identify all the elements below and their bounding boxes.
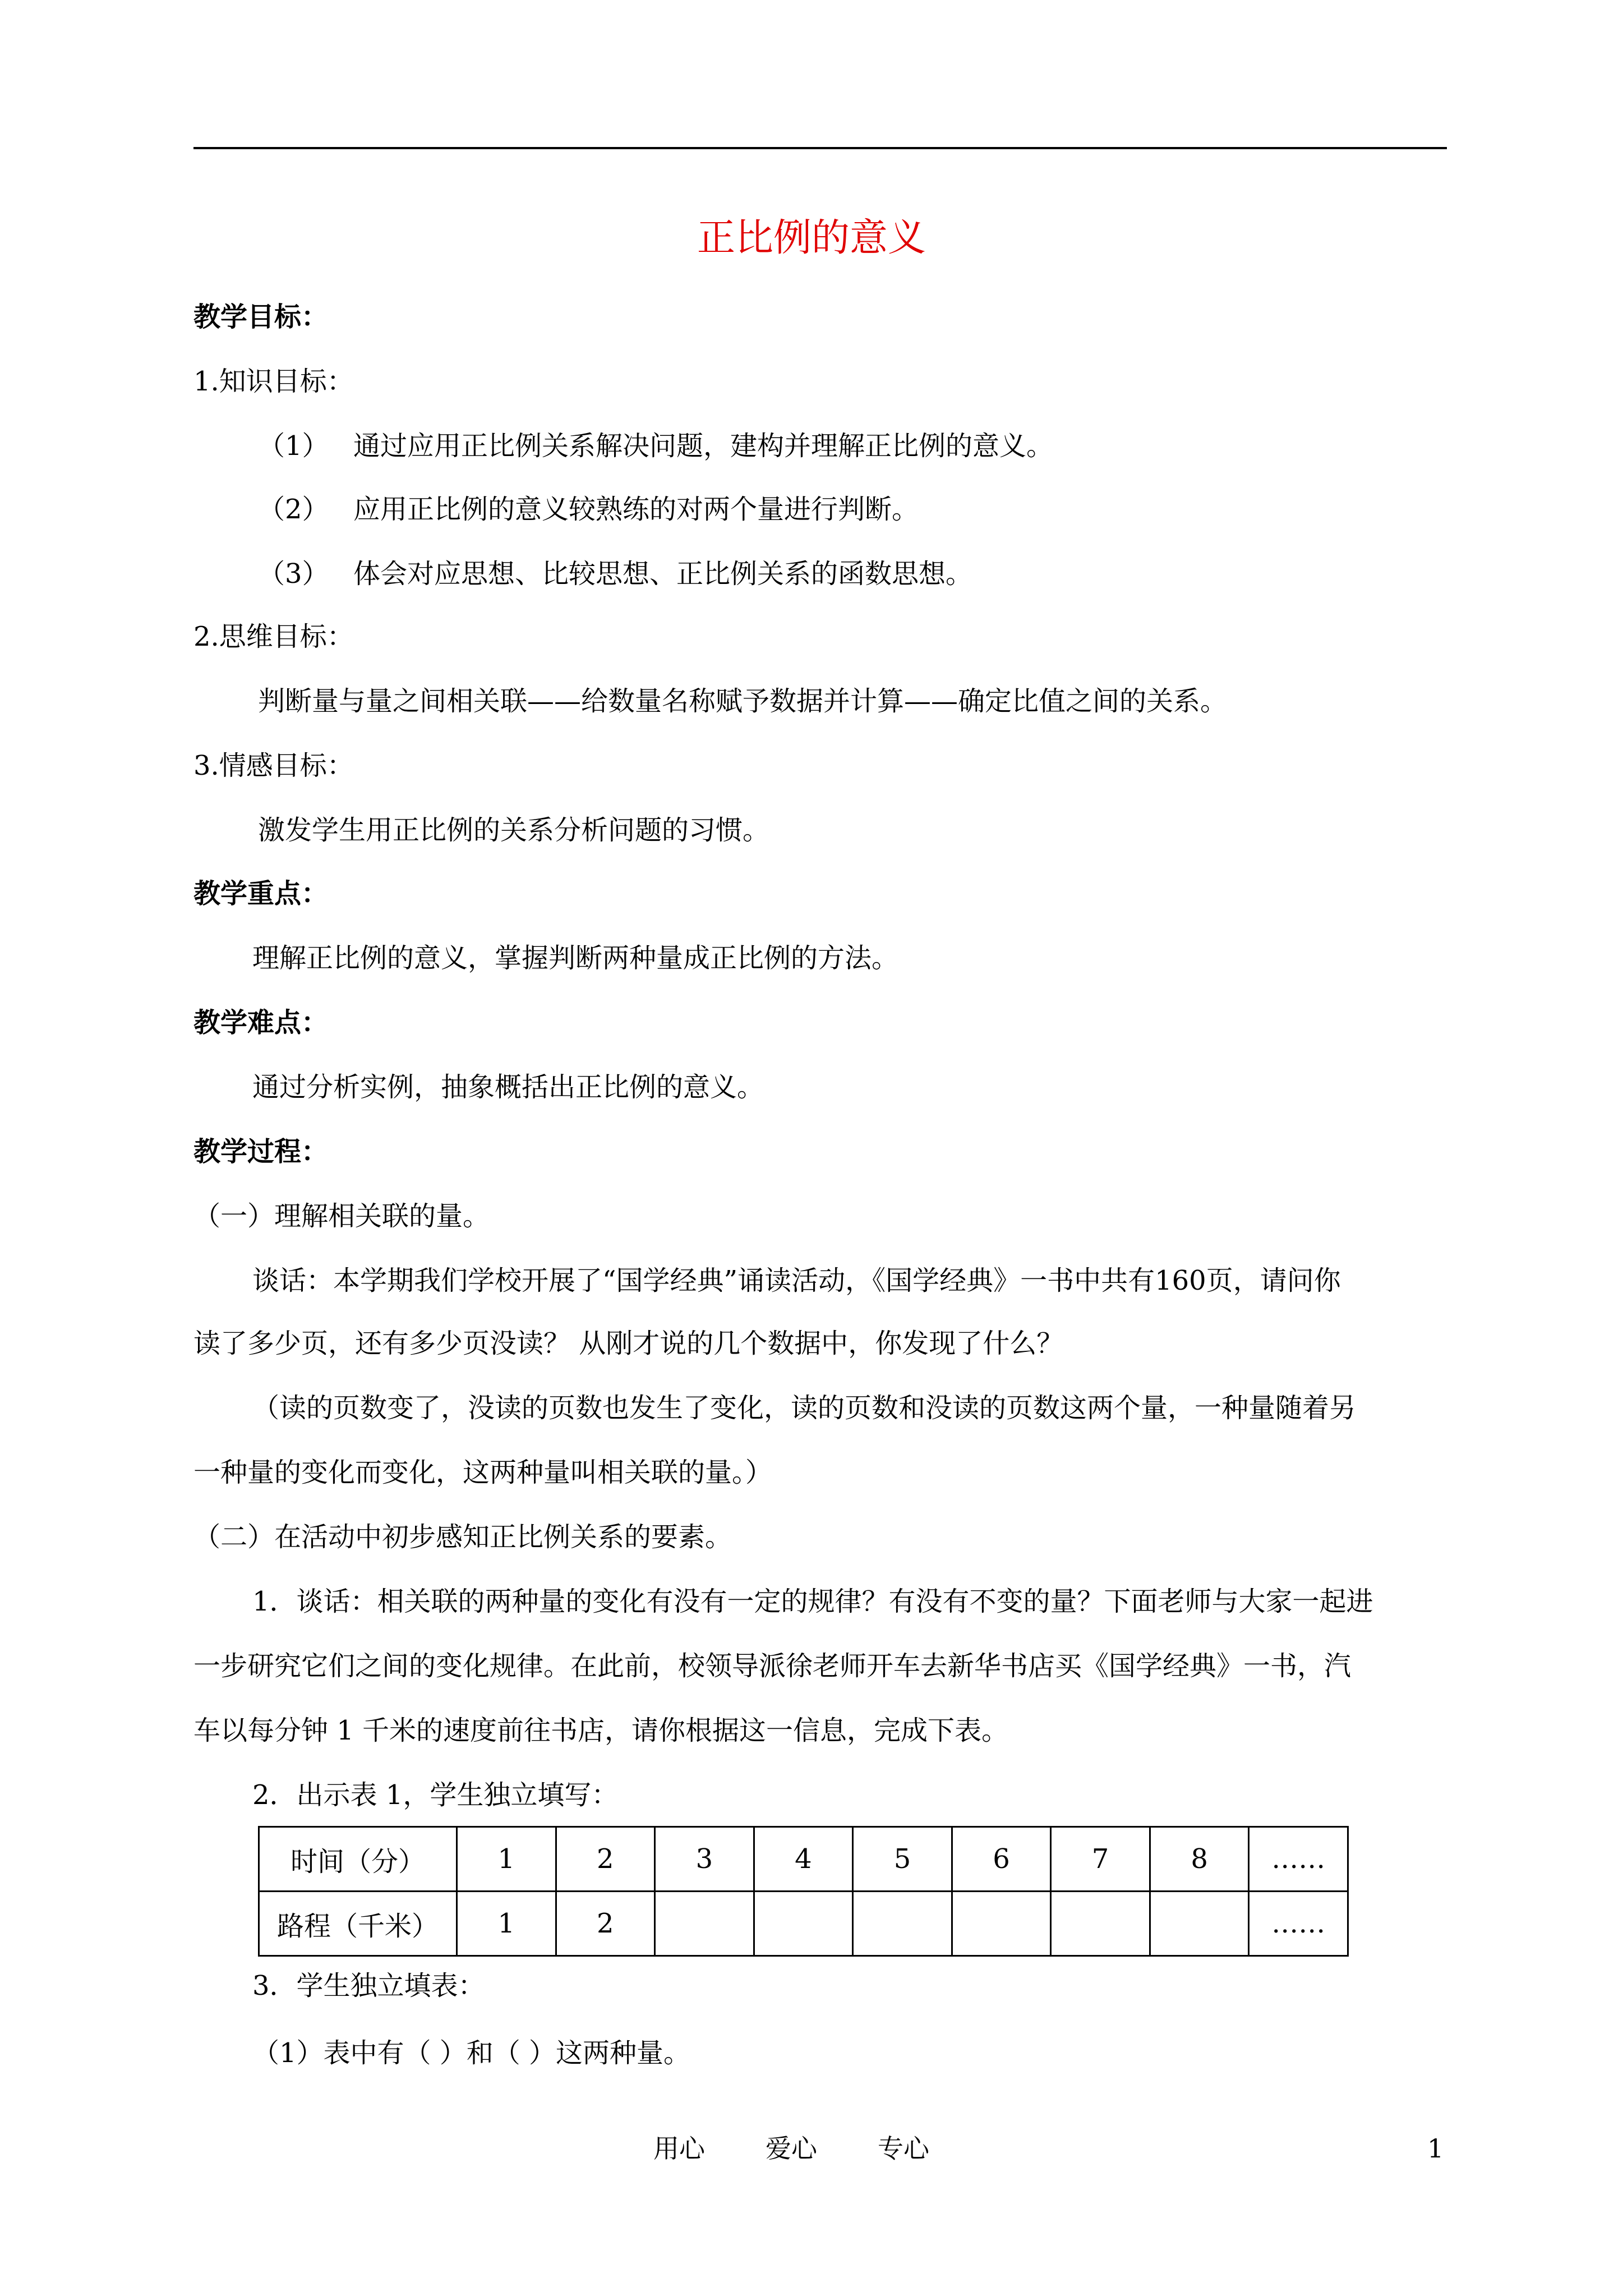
section1-answer-line: 一种量的变化而变化，这两种量叫相关联的量。） [193,1457,773,1488]
footer-motto-item: 用心 [653,2133,705,2164]
table-cell: …… [1249,1827,1348,1892]
section2-step1-line: 车以每分钟 1 千米的速度前往书店，请你根据这一信息，完成下表。 [193,1715,1009,1746]
section2-title: （二）在活动中初步感知正比例关系的要素。 [193,1521,732,1553]
section1-title: （一）理解相关联的量。 [193,1200,490,1232]
knowledge-goal-item: （3） 体会对应思想、比较思想、正比例关系的函数思想。 [258,558,973,590]
table-cell-blank [1051,1892,1150,1956]
difficulty-heading: 教学难点： [193,1007,329,1038]
thinking-goals-text: 判断量与量之间相关联——给数量名称赋予数据并计算——确定比值之间的关系。 [258,685,1228,717]
document-title: 正比例的意义 [697,216,926,260]
footer-motto-item: 专心 [878,2133,929,2164]
table-row [259,1892,1348,1956]
section2-step3: 3．学生独立填表： [252,1970,485,2001]
table-cell: 6 [952,1827,1051,1892]
time-distance-table [258,1826,1349,1957]
emotion-goals-text: 激发学生用正比例的关系分析问题的习惯。 [258,815,770,846]
section2-step1-line: 1．谈话：相关联的两种量的变化有没有一定的规律？有没有不变的量？下面老师与大家一起进 [252,1586,1373,1617]
knowledge-goal-item: （1） 通过应用正比例关系解决问题，建构并理解正比例的意义。 [258,430,1054,462]
table-row [259,1827,1348,1892]
table-cell: 8 [1150,1827,1249,1892]
table-cell: 2 [556,1892,655,1956]
header-rule [193,147,1447,149]
table-cell-blank [1150,1892,1249,1956]
thinking-goals-label: 2.思维目标： [193,621,354,652]
table-cell-blank [853,1892,952,1956]
table-cell: 3 [655,1827,754,1892]
table-cell-blank [952,1892,1051,1956]
table-cell: 1 [457,1892,556,1956]
table-cell-blank [655,1892,754,1956]
goals-heading: 教学目标： [193,301,329,333]
section2-step1-line: 一步研究它们之间的变化规律。在此前，校领导派徐老师开车去新华书店买《国学经典》一书，汽 [193,1650,1352,1682]
table-cell: 7 [1051,1827,1150,1892]
table-cell: 1 [457,1827,556,1892]
section1-talk-line: 谈话：本学期我们学校开展了“国学经典”诵读活动，《国学经典》一书中共有160页，请问你 [252,1265,1341,1296]
key-point-heading: 教学重点： [193,878,329,909]
knowledge-goals-label: 1.知识目标： [193,366,354,397]
knowledge-goal-item: （2） 应用正比例的意义较熟练的对两个量进行判断。 [258,494,919,525]
key-point-text: 理解正比例的意义，掌握判断两种量成正比例的方法。 [252,942,899,974]
table-cell: 路程（千米） [259,1892,457,1956]
table-cell: 4 [754,1827,853,1892]
footer-motto-item: 爱心 [766,2133,817,2164]
section1-answer-line: （读的页数变了，没读的页数也发生了变化，读的页数和没读的页数这两个量，一种量随着另 [252,1392,1357,1424]
process-heading: 教学过程： [193,1136,329,1167]
section2-step2: 2．出示表 1，学生独立填写： [252,1779,619,1811]
difficulty-text: 通过分析实例，抽象概括出正比例的意义。 [252,1071,764,1103]
table-cell: 5 [853,1827,952,1892]
table-cell-blank [754,1892,853,1956]
table-cell: 时间（分） [259,1827,457,1892]
emotion-goals-label: 3.情感目标： [193,750,354,781]
table-cell: 2 [556,1827,655,1892]
table-cell: …… [1249,1892,1348,1956]
page-number: 1 [1427,2133,1444,2164]
section2-question-1: （1）表中有（ ）和（ ）这两种量。 [252,2037,691,2069]
section1-talk-line: 读了多少页，还有多少页没读？ 从刚才说的几个数据中，你发现了什么？ [193,1328,1064,1359]
